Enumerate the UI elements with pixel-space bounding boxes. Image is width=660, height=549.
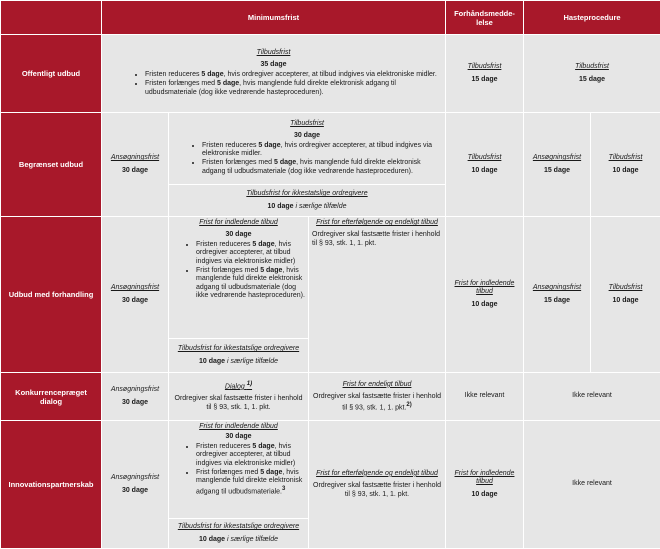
forhandling-indledende-cell [169,217,309,339]
ikkestatslige-note: 10 dage i særlige tilfælde [172,203,442,211]
bullet-list [172,142,442,177]
days-value: 30 dage [172,231,305,239]
forhandling-haste-tilbud-cell [591,217,660,373]
tilbudsfrist-heading: Tilbudsfrist [449,154,520,162]
offentligt-minimumsfrist-cell [102,35,446,113]
konkurrence-ansogning-cell [102,373,169,421]
bullet-item: • Frist forlænges med 5 dage, hvis manglende fuld direkte elektronisk adgang til udbudsmateriale.$^3$ [196,469,305,497]
bullet-item: • Fristen reduceres 5 dage, hvis ordregiver accepterer, at tilbud indgives via elektroniske midler) [196,241,305,266]
begraenset-ikkestatslige-cell [169,185,446,217]
row-label-konkurrencepraeget-dialog: Konkurrencepræget dialog [1,373,102,421]
konkurrence-forhand-cell: Ikke relevant [446,373,524,421]
efterfolgende-heading: Frist for efterfølgende og endeligt tilbud [312,219,442,227]
bullet-item: • Fristen forlænges med 5 dage, hvis manglende fuld direkte elektronisk adgang til udbudsmateriale (dog ikke vedrørende hasteproceduren). [145,80,442,97]
ansogningsfrist-heading: Ansøgningsfrist [105,386,165,394]
innovation-ikkestatslige-cell [169,519,309,549]
row-label-udbud-med-forhandling: Udbud med forhandling [1,217,102,373]
innovation-forhand-cell [446,421,524,549]
days-value: 10 dage [449,301,520,309]
ansogningsfrist-heading: Ansøgningsfrist [105,474,165,482]
bullet-list [105,71,442,97]
tilbudsfrist-heading: Tilbudsfrist [105,49,442,57]
tilbudsfrist-heading: Tilbudsfrist [527,63,657,71]
innovation-haste-cell: Ikke relevant [524,421,660,549]
forhandling-haste-ansogning-cell [524,217,591,373]
begraenset-haste-ansogning-cell [524,113,591,217]
efterfolgende-text: Ordregiver skal fastsætte frister i henhold til § 93, stk. 1, 1. pkt. [312,231,442,248]
forhandling-forhand-cell [446,217,524,373]
col-header-hasteprocedure: Hasteprocedure [524,1,660,35]
col-header-forhandsmeddelelse: Forhåndsmedde-lelse [446,1,524,35]
bullet-list [172,443,305,497]
days-value: 15 dage [527,76,657,84]
dialog-text: Ordregiver skal fastsætte frister i henhold til § 93, stk. 1, 1. pkt. [172,395,305,412]
dialog-heading: Dialog $^{1)}$ [172,381,305,392]
innovation-efterfolgende-cell [309,421,446,549]
begraenset-haste-tilbud-cell [591,113,660,217]
endelig-text: Ordregiver skal fastsætte frister i henhold til § 93, stk. 1, 1. pkt.$^{2)}$ [312,393,442,412]
konkurrence-dialog-cell [169,373,309,421]
innovation-ansogning-cell [102,421,169,549]
corner-cell [1,1,102,35]
forhandling-efterfolgende-cell [309,217,446,373]
days-value: 15 dage [527,167,587,175]
efterfolgende-text: Ordregiver skal fastsætte frister i henhold til § 93, stk. 1, 1. pkt. [312,482,442,499]
bullet-item: • Fristen reduceres 5 dage, hvis ordregiver accepterer, at tilbud indgives via elektroniske midler) [196,443,305,468]
days-value: 30 dage [172,132,442,140]
row-label-innovationspartnerskab: Innovationspartnerskab [1,421,102,549]
tilbudsfrist-heading: Tilbudsfrist [594,284,657,292]
days-value: 10 dage [449,491,520,499]
days-value: 10 dage [594,297,657,305]
bullet-item: • Fristen reduceres 5 dage, hvis ordregiver accepterer, at tilbud indgives via elektroniske midler. [145,71,442,79]
konkurrence-endelig-cell [309,373,446,421]
begraenset-forhand-cell [446,113,524,217]
efterfolgende-heading: Frist for efterfølgende og endeligt tilbud [312,470,442,478]
days-value: 30 dage [105,487,165,495]
ikkestatslige-note: 10 dage i særlige tilfælde [172,536,305,544]
tilbudsfrist-heading: Tilbudsfrist [594,154,657,162]
days-value: 30 dage [105,399,165,407]
endelig-heading: Frist for endeligt tilbud [312,381,442,389]
begraenset-ansogning-cell [102,113,169,217]
days-value: 30 dage [105,297,165,305]
tilbudsfrist-heading: Tilbudsfrist [172,120,442,128]
ikkestatslige-heading: Tilbudsfrist for ikkestatslige ordregivere [172,190,442,198]
offentligt-forhand-cell [446,35,524,113]
indledende-heading: Frist for indledende tilbud [449,280,520,297]
bullet-item: • Frist forlænges med 5 dage, hvis manglende fuld direkte elektronisk adgang til udbudsmateriale (dog ikke vedrørende hasteproceduren). [196,267,305,301]
tilbudsfrist-heading: Tilbudsfrist [449,63,520,71]
konkurrence-haste-cell: Ikke relevant [524,373,660,421]
days-value: 15 dage [527,297,587,305]
days-value: 10 dage [449,167,520,175]
indledende-heading: Frist for indledende tilbud [449,470,520,487]
row-label-begraenset-udbud: Begrænset udbud [1,113,102,217]
days-value: 30 dage [105,167,165,175]
ikkestatslige-heading: Tilbudsfrist for ikkestatslige ordregivere [172,345,305,353]
ansogningsfrist-heading: Ansøgningsfrist [105,284,165,292]
row-label-offentligt-udbud: Offentligt udbud [1,35,102,113]
begraenset-tilbud-cell [169,113,446,185]
col-header-minimumsfrist: Minimumsfrist [102,1,446,35]
bullet-item: • Fristen reduceres 5 dage, hvis ordregiver accepterer, at tilbud indgives via elektroniske midler. [202,142,442,159]
ikkestatslige-heading: Tilbudsfrist for ikkestatslige ordregivere [172,523,305,531]
ansogningsfrist-heading: Ansøgningsfrist [527,284,587,292]
ansogningsfrist-heading: Ansøgningsfrist [527,154,587,162]
days-value: 15 dage [449,76,520,84]
days-value: 30 dage [172,433,305,441]
forhandling-ansogning-cell [102,217,169,373]
bullet-item: • Fristen forlænges med 5 dage, hvis manglende fuld direkte elektronisk adgang til udbudsmateriale (dog ikke vedrørende hasteproceduren). [202,159,442,176]
days-value: 10 dage [594,167,657,175]
indledende-heading: Frist for indledende tilbud [172,219,305,227]
ikkestatslige-note: 10 dage i særlige tilfælde [172,358,305,366]
forhandling-ikkestatslige-cell [169,339,309,373]
indledende-heading: Frist for indledende tilbud [172,423,305,431]
days-value: 35 dage [105,61,442,69]
innovation-indledende-cell [169,421,309,519]
offentligt-haste-cell [524,35,660,113]
bullet-list [172,241,305,301]
ansogningsfrist-heading: Ansøgningsfrist [105,154,165,162]
